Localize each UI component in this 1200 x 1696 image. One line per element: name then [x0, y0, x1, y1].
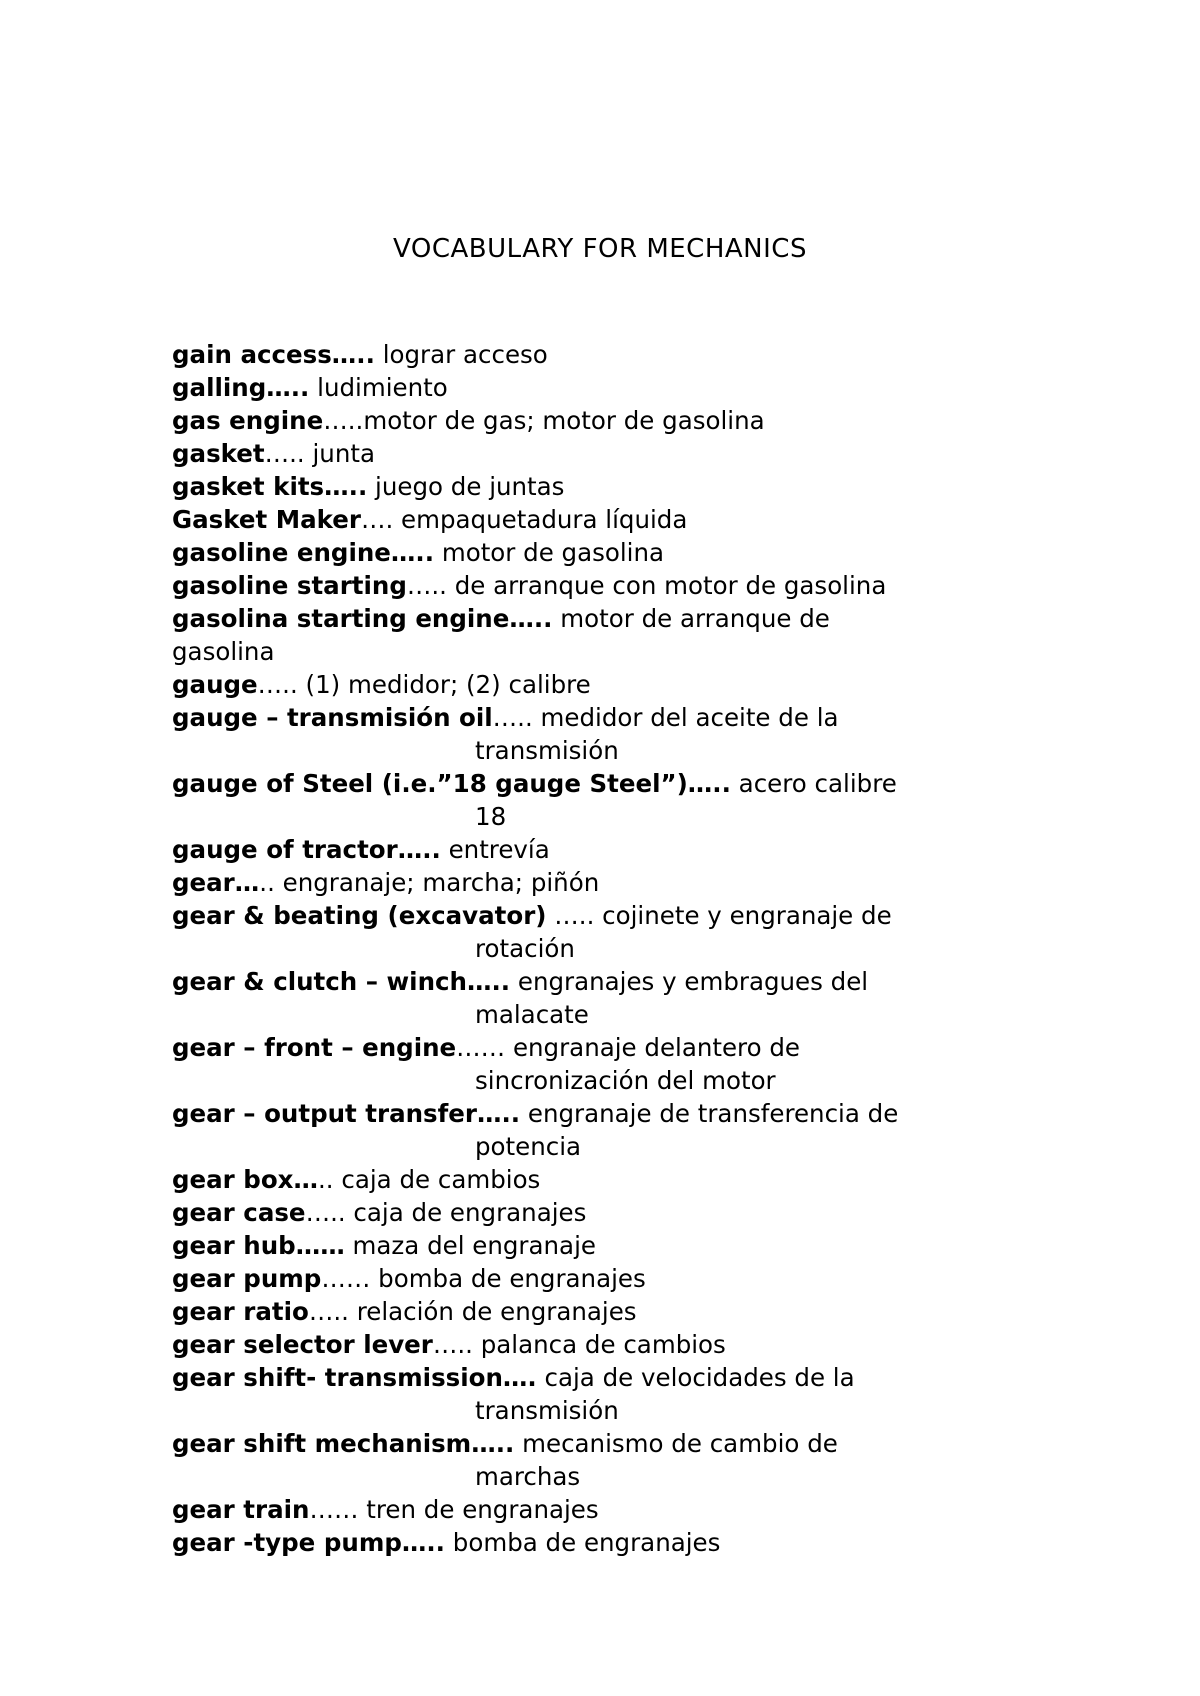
entry-term: Gasket Maker: [172, 505, 361, 534]
entry-term: gasoline engine…..: [172, 538, 435, 567]
entry-definition: maza del engranaje: [344, 1231, 596, 1260]
entry-definition: bomba de engranajes: [445, 1528, 721, 1557]
entry-term: gear -type pump…..: [172, 1528, 445, 1557]
vocabulary-entry: [172, 1031, 1052, 1097]
vocabulary-entry: [172, 1361, 1052, 1427]
vocabulary-entry: [172, 1196, 1052, 1229]
entry-separator: …..: [305, 1198, 346, 1227]
vocabulary-entry: [172, 437, 1052, 470]
entry-separator: ……: [309, 1495, 359, 1524]
entry-definition: acero calibre: [730, 769, 897, 798]
entry-definition: engranajes y embragues del: [510, 967, 869, 996]
entry-term: gain access…..: [172, 340, 375, 369]
vocabulary-entry: [172, 1262, 1052, 1295]
entry-definition: (1) medidor; (2) calibre: [297, 670, 591, 699]
entry-term: gear shift- transmission….: [172, 1363, 537, 1392]
entry-term: galling…..: [172, 373, 310, 402]
entry-term: gauge: [172, 670, 258, 699]
entry-definition: engranaje; marcha; piñón: [274, 868, 600, 897]
entry-definition: bomba de engranajes: [370, 1264, 646, 1293]
entry-separator: …..: [432, 1330, 473, 1359]
entry-term: gear ratio: [172, 1297, 309, 1326]
entry-definition-continuation: 18: [475, 802, 507, 831]
vocabulary-entry: [172, 1526, 1052, 1559]
vocabulary-list: [172, 338, 1052, 1559]
entry-definition: palanca de cambios: [472, 1330, 726, 1359]
entry-separator: …..: [308, 1297, 349, 1326]
vocabulary-entry: [172, 536, 1052, 569]
entry-term: gear selector lever: [172, 1330, 433, 1359]
entry-separator: …..: [323, 406, 364, 435]
entry-definition: mecanismo de cambio de: [514, 1429, 838, 1458]
entry-definition-continuation: gasolina: [172, 637, 275, 666]
entry-separator: …..: [546, 901, 595, 930]
entry-definition-continuation: potencia: [475, 1132, 582, 1161]
entry-definition: medidor del aceite de la: [532, 703, 839, 732]
vocabulary-entry: [172, 668, 1052, 701]
entry-term: gear train: [172, 1495, 310, 1524]
entry-separator: ……: [321, 1264, 371, 1293]
entry-term: gear & clutch – winch…..: [172, 967, 511, 996]
vocabulary-entry: [172, 899, 1052, 965]
entry-definition: motor de gasolina: [434, 538, 665, 567]
vocabulary-entry: [172, 767, 1052, 833]
entry-term: gear hub……: [172, 1231, 345, 1260]
vocabulary-entry: [172, 1163, 1052, 1196]
vocabulary-entry: [172, 371, 1052, 404]
entry-definition: engranaje delantero de: [505, 1033, 800, 1062]
vocabulary-entry: [172, 965, 1052, 1031]
entry-term: gasket kits…..: [172, 472, 368, 501]
entry-separator: …..: [492, 703, 533, 732]
vocabulary-entry: [172, 1427, 1052, 1493]
entry-term: gasoline starting: [172, 571, 407, 600]
vocabulary-entry: [172, 701, 1052, 767]
entry-definition: de arranque con motor de gasolina: [446, 571, 887, 600]
entry-term: gasolina starting engine…..: [172, 604, 553, 633]
entry-definition: lograr acceso: [374, 340, 548, 369]
entry-term: gear shift mechanism…..: [172, 1429, 515, 1458]
entry-separator: …..: [264, 439, 305, 468]
vocabulary-entry: [172, 569, 1052, 602]
vocabulary-entry: [172, 866, 1052, 899]
entry-definition: ludimiento: [309, 373, 448, 402]
entry-term: gear box…: [172, 1165, 318, 1194]
entry-definition: motor de gas; motor de gasolina: [363, 406, 765, 435]
entry-term: gear case: [172, 1198, 306, 1227]
entry-definition: caja de cambios: [333, 1165, 541, 1194]
entry-term: gauge of tractor…..: [172, 835, 441, 864]
vocabulary-entry: [172, 404, 1052, 437]
entry-definition: caja de velocidades de la: [536, 1363, 855, 1392]
entry-definition: junta: [304, 439, 375, 468]
vocabulary-entry: [172, 1295, 1052, 1328]
entry-definition-continuation: sincronización del motor: [475, 1066, 776, 1095]
entry-definition: entrevía: [440, 835, 550, 864]
page-title: VOCABULARY FOR MECHANICS: [393, 234, 807, 264]
entry-term: gasket: [172, 439, 265, 468]
entry-term: gear…: [172, 868, 260, 897]
vocabulary-entry: [172, 1493, 1052, 1526]
entry-term: gauge of Steel (i.e.”18 gauge Steel”)…..: [172, 769, 731, 798]
vocabulary-entry: [172, 1229, 1052, 1262]
entry-definition: relación de engranajes: [348, 1297, 637, 1326]
entry-definition-continuation: transmisión: [475, 1396, 619, 1425]
entry-term: gear – front – engine: [172, 1033, 457, 1062]
entry-separator: ……: [456, 1033, 506, 1062]
entry-term: gas engine: [172, 406, 324, 435]
entry-separator: ..: [317, 1165, 334, 1194]
entry-definition-continuation: transmisión: [475, 736, 619, 765]
entry-definition: caja de engranajes: [345, 1198, 587, 1227]
entry-separator: …..: [257, 670, 298, 699]
vocabulary-entry: [172, 338, 1052, 371]
vocabulary-entry: [172, 1328, 1052, 1361]
entry-separator: …..: [406, 571, 447, 600]
entry-term: gear – output transfer…..: [172, 1099, 521, 1128]
entry-separator: ….: [360, 505, 394, 534]
vocabulary-entry: [172, 602, 1052, 668]
vocabulary-entry: [172, 503, 1052, 536]
entry-definition: motor de arranque de: [552, 604, 830, 633]
entry-definition: juego de juntas: [367, 472, 565, 501]
entry-term: gear pump: [172, 1264, 322, 1293]
entry-definition: engranaje de transferencia de: [520, 1099, 899, 1128]
entry-definition-continuation: marchas: [475, 1462, 581, 1491]
entry-definition: tren de engranajes: [358, 1495, 599, 1524]
entry-term: gauge – transmisión oil: [172, 703, 493, 732]
entry-definition: empaquetadura líquida: [393, 505, 688, 534]
entry-term: gear & beating (excavator): [172, 901, 547, 930]
entry-definition-continuation: malacate: [475, 1000, 589, 1029]
entry-definition-continuation: rotación: [475, 934, 575, 963]
entry-separator: ..: [259, 868, 275, 897]
vocabulary-entry: [172, 833, 1052, 866]
entry-definition: cojinete y engranaje de: [594, 901, 892, 930]
vocabulary-entry: [172, 470, 1052, 503]
vocabulary-entry: [172, 1097, 1052, 1163]
